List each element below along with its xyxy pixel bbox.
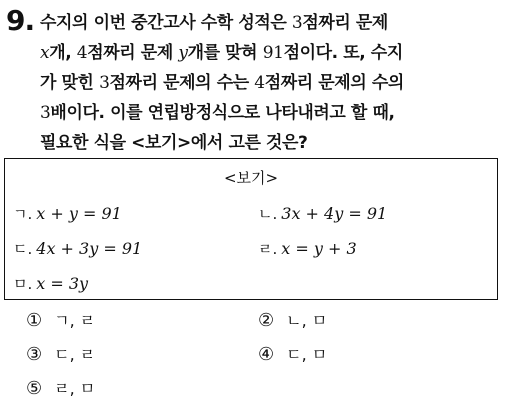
stem-variable: x (40, 43, 50, 63)
bogi-item-giyeok (13, 203, 122, 224)
stem-text: 점짜리 문제 (87, 43, 179, 63)
stem-line-2 (40, 38, 516, 68)
choice-text: ㄴ, ㅁ (286, 311, 328, 330)
answer-choice-1[interactable] (26, 308, 95, 331)
choice-number: ② (258, 310, 275, 331)
stem-text: 가 맞힌 (40, 73, 100, 93)
question-stem (40, 8, 516, 158)
answer-choice-4[interactable] (258, 342, 327, 365)
bogi-item-mark: ㄷ. (13, 240, 33, 258)
stem-number: 3 (99, 73, 110, 93)
bogi-item-expression: x = y + 3 (281, 239, 357, 258)
stem-text: 개, (49, 43, 77, 63)
stem-text: 점짜리 문제 (302, 13, 388, 33)
stem-text: 점짜리 문제의 수는 (109, 73, 255, 93)
choice-text: ㄹ, ㅁ (54, 379, 96, 398)
bogi-item-expression: x = 3y (36, 274, 89, 293)
choice-number: ① (26, 310, 43, 331)
stem-text: 필요한 식을 <보기>에서 고른 것은? (40, 133, 308, 153)
answer-choice-3[interactable] (26, 342, 95, 365)
choice-number: ⑤ (26, 378, 43, 399)
bogi-item-mark: ㄱ. (13, 205, 33, 223)
stem-line-5 (40, 128, 516, 158)
stem-number: 3 (40, 103, 51, 123)
bogi-item-mark: ㄹ. (258, 240, 278, 258)
bogi-item-mieum (13, 273, 88, 294)
bogi-item-rieul (258, 238, 357, 259)
bogi-item-nieun (258, 203, 387, 224)
answer-choice-5[interactable] (26, 376, 95, 399)
stem-line-4 (40, 98, 516, 128)
choice-number: ③ (26, 344, 43, 365)
choice-text: ㄷ, ㅁ (286, 345, 328, 364)
bogi-item-expression: 3x + 4y = 91 (281, 204, 388, 223)
stem-variable: y (178, 43, 188, 63)
stem-number: 4 (254, 73, 265, 93)
question-number: 9. (6, 4, 35, 37)
bogi-item-expression: x + y = 91 (36, 204, 122, 223)
bogi-item-digeut (13, 238, 142, 259)
stem-number: 3 (291, 13, 303, 33)
stem-line-1 (40, 8, 516, 38)
stem-text: 점짜리 문제의 수의 (264, 73, 404, 93)
choice-number: ④ (258, 344, 275, 365)
choice-text: ㄱ, ㄹ (54, 311, 96, 330)
answer-choice-2[interactable] (258, 308, 327, 331)
choice-text: ㄷ, ㄹ (54, 345, 96, 364)
bogi-item-expression: 4x + 3y = 91 (36, 239, 143, 258)
stem-text: 개를 맞혀 (187, 43, 263, 63)
stem-line-3 (40, 68, 516, 98)
stem-number: 4 (76, 43, 88, 63)
stem-text: 배이다. 이를 연립방정식으로 나타내려고 할 때, (50, 103, 395, 123)
bogi-title: <보기> (223, 169, 279, 187)
stem-text: 점이다. 또, 수지 (283, 43, 403, 63)
bogi-item-mark: ㄴ. (258, 205, 278, 223)
stem-number: 91 (262, 43, 284, 63)
bogi-box (4, 158, 498, 300)
bogi-item-mark: ㅁ. (13, 275, 33, 293)
stem-text: 수지의 이번 중간고사 수학 성적은 (40, 13, 292, 33)
